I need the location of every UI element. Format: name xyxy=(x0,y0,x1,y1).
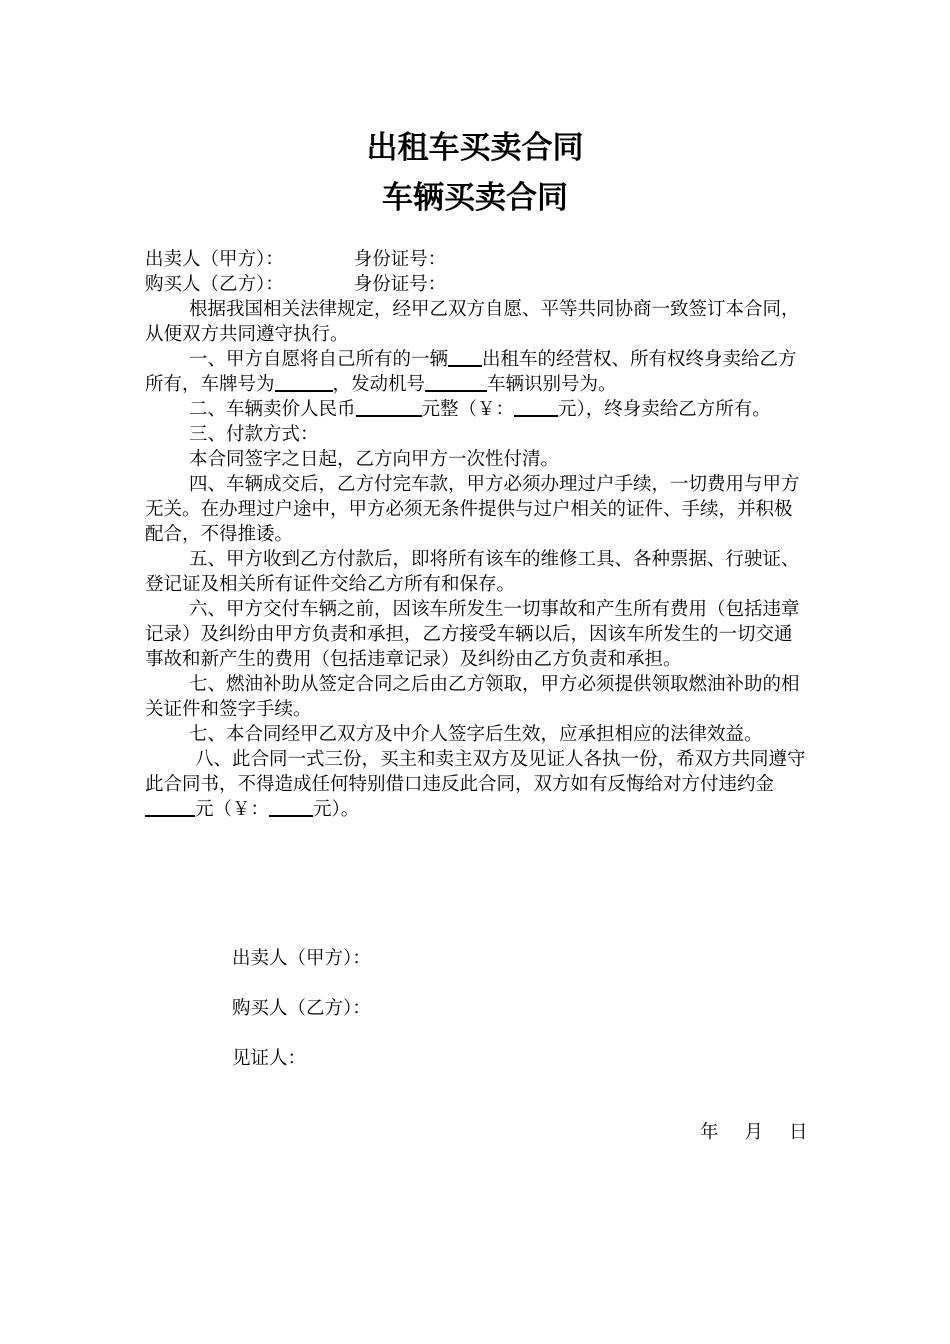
date-month: 月 xyxy=(744,1122,764,1143)
price-blank xyxy=(356,397,422,417)
clause-7-effect: 七、本合同经甲乙双方及中介人签字后生效，应承担相应的法律效益。 xyxy=(189,724,763,745)
clause-1-text-b: 出租车的经营权、所有权终身卖给乙方所有，车牌号为 xyxy=(145,349,797,395)
clause-6: 六、甲方交付车辆之前，因该车所发生一切事故和产生所有费用（包括违章记录）及纠纷由甲方负责和承担，乙方接受车辆以后，因该车所发生的一切交通事故和新产生的费用（包括违章记录）及纠纷由乙方负责和承担。 xyxy=(145,599,800,670)
clause-4: 四、车辆成交后，乙方付完车款，甲方必须办理过户手续，一切费用与甲方无关。在办理过户途中，甲方必须无条件提供与过户相关的证件、手续，并积极配合，不得推诿。 xyxy=(145,474,800,545)
seller-info-line xyxy=(145,247,810,272)
clause-7-fuel: 七、燃油补助从签定合同之后由乙方领取，甲方必须提供领取燃油补助的相关证件和签字手续。 xyxy=(145,674,800,720)
buyer-id-label: 身份证号： xyxy=(353,274,447,295)
clause-8-text-b: 元（￥： xyxy=(195,799,270,820)
clause-8 xyxy=(145,747,810,822)
clause-1-text-d: 车辆识别号为 xyxy=(487,374,599,395)
penalty-amount-blank xyxy=(269,797,313,817)
signature-buyer: 购买人（乙方）： xyxy=(232,998,371,1019)
document-subtitle: 车辆买卖合同 xyxy=(382,180,568,216)
seller-id-label: 身份证号： xyxy=(353,249,447,270)
document-title: 出租车买卖合同 xyxy=(366,130,584,166)
clause-1-text-a: 一、甲方自愿将自己所有的一辆 xyxy=(189,349,449,370)
clause-3: 三、付款方式： xyxy=(189,424,319,445)
seller-label: 出卖人（甲方）： xyxy=(145,249,284,270)
clause-1-text-e: 。 xyxy=(598,374,617,395)
clause-8-text-c: 元）。 xyxy=(313,799,360,820)
clause-1-text-c: ，发动机号 xyxy=(332,374,426,395)
clause-2 xyxy=(145,397,810,422)
penalty-blank xyxy=(145,797,195,817)
buyer-label: 购买人（乙方）： xyxy=(145,274,284,295)
clause-2-text-c: 元），终身卖给乙方所有。 xyxy=(558,399,771,420)
plate-number-blank xyxy=(275,372,333,392)
clause-1 xyxy=(145,347,810,397)
clause-3-detail: 本合同签字之日起，乙方向甲方一次性付清。 xyxy=(189,449,560,470)
contract-body xyxy=(145,247,810,822)
signature-witness: 见证人： xyxy=(232,1048,307,1069)
price-amount-blank xyxy=(514,397,558,417)
clause-2-text-a: 二、车辆卖价人民币 xyxy=(189,399,356,420)
buyer-info-line xyxy=(145,272,810,297)
clause-5: 五、甲方收到乙方付款后，即将所有该车的维修工具、各种票据、行驶证、登记证及相关所有证件交给乙方所有和保存。 xyxy=(145,549,800,595)
clause-2-text-b: 元整（￥： xyxy=(421,399,515,420)
engine-number-blank xyxy=(425,372,487,392)
preamble: 根据我国相关法律规定，经甲乙双方自愿、平等共同协商一致签订本合同，从便双方共同遵守执行。 xyxy=(145,299,800,345)
signing-date xyxy=(700,1120,808,1145)
clause-8-text-a: 八、此合同一式三份，买主和卖主双方及见证人各执一份，希双方共同遵守此合同书，不得造成任何特别借口违反此合同，双方如有反悔给对方付违约金 xyxy=(145,749,806,795)
date-year: 年 xyxy=(700,1122,719,1143)
signature-seller: 出卖人（甲方）： xyxy=(232,948,371,969)
date-day: 日 xyxy=(789,1122,808,1143)
vehicle-count-blank xyxy=(448,347,482,367)
